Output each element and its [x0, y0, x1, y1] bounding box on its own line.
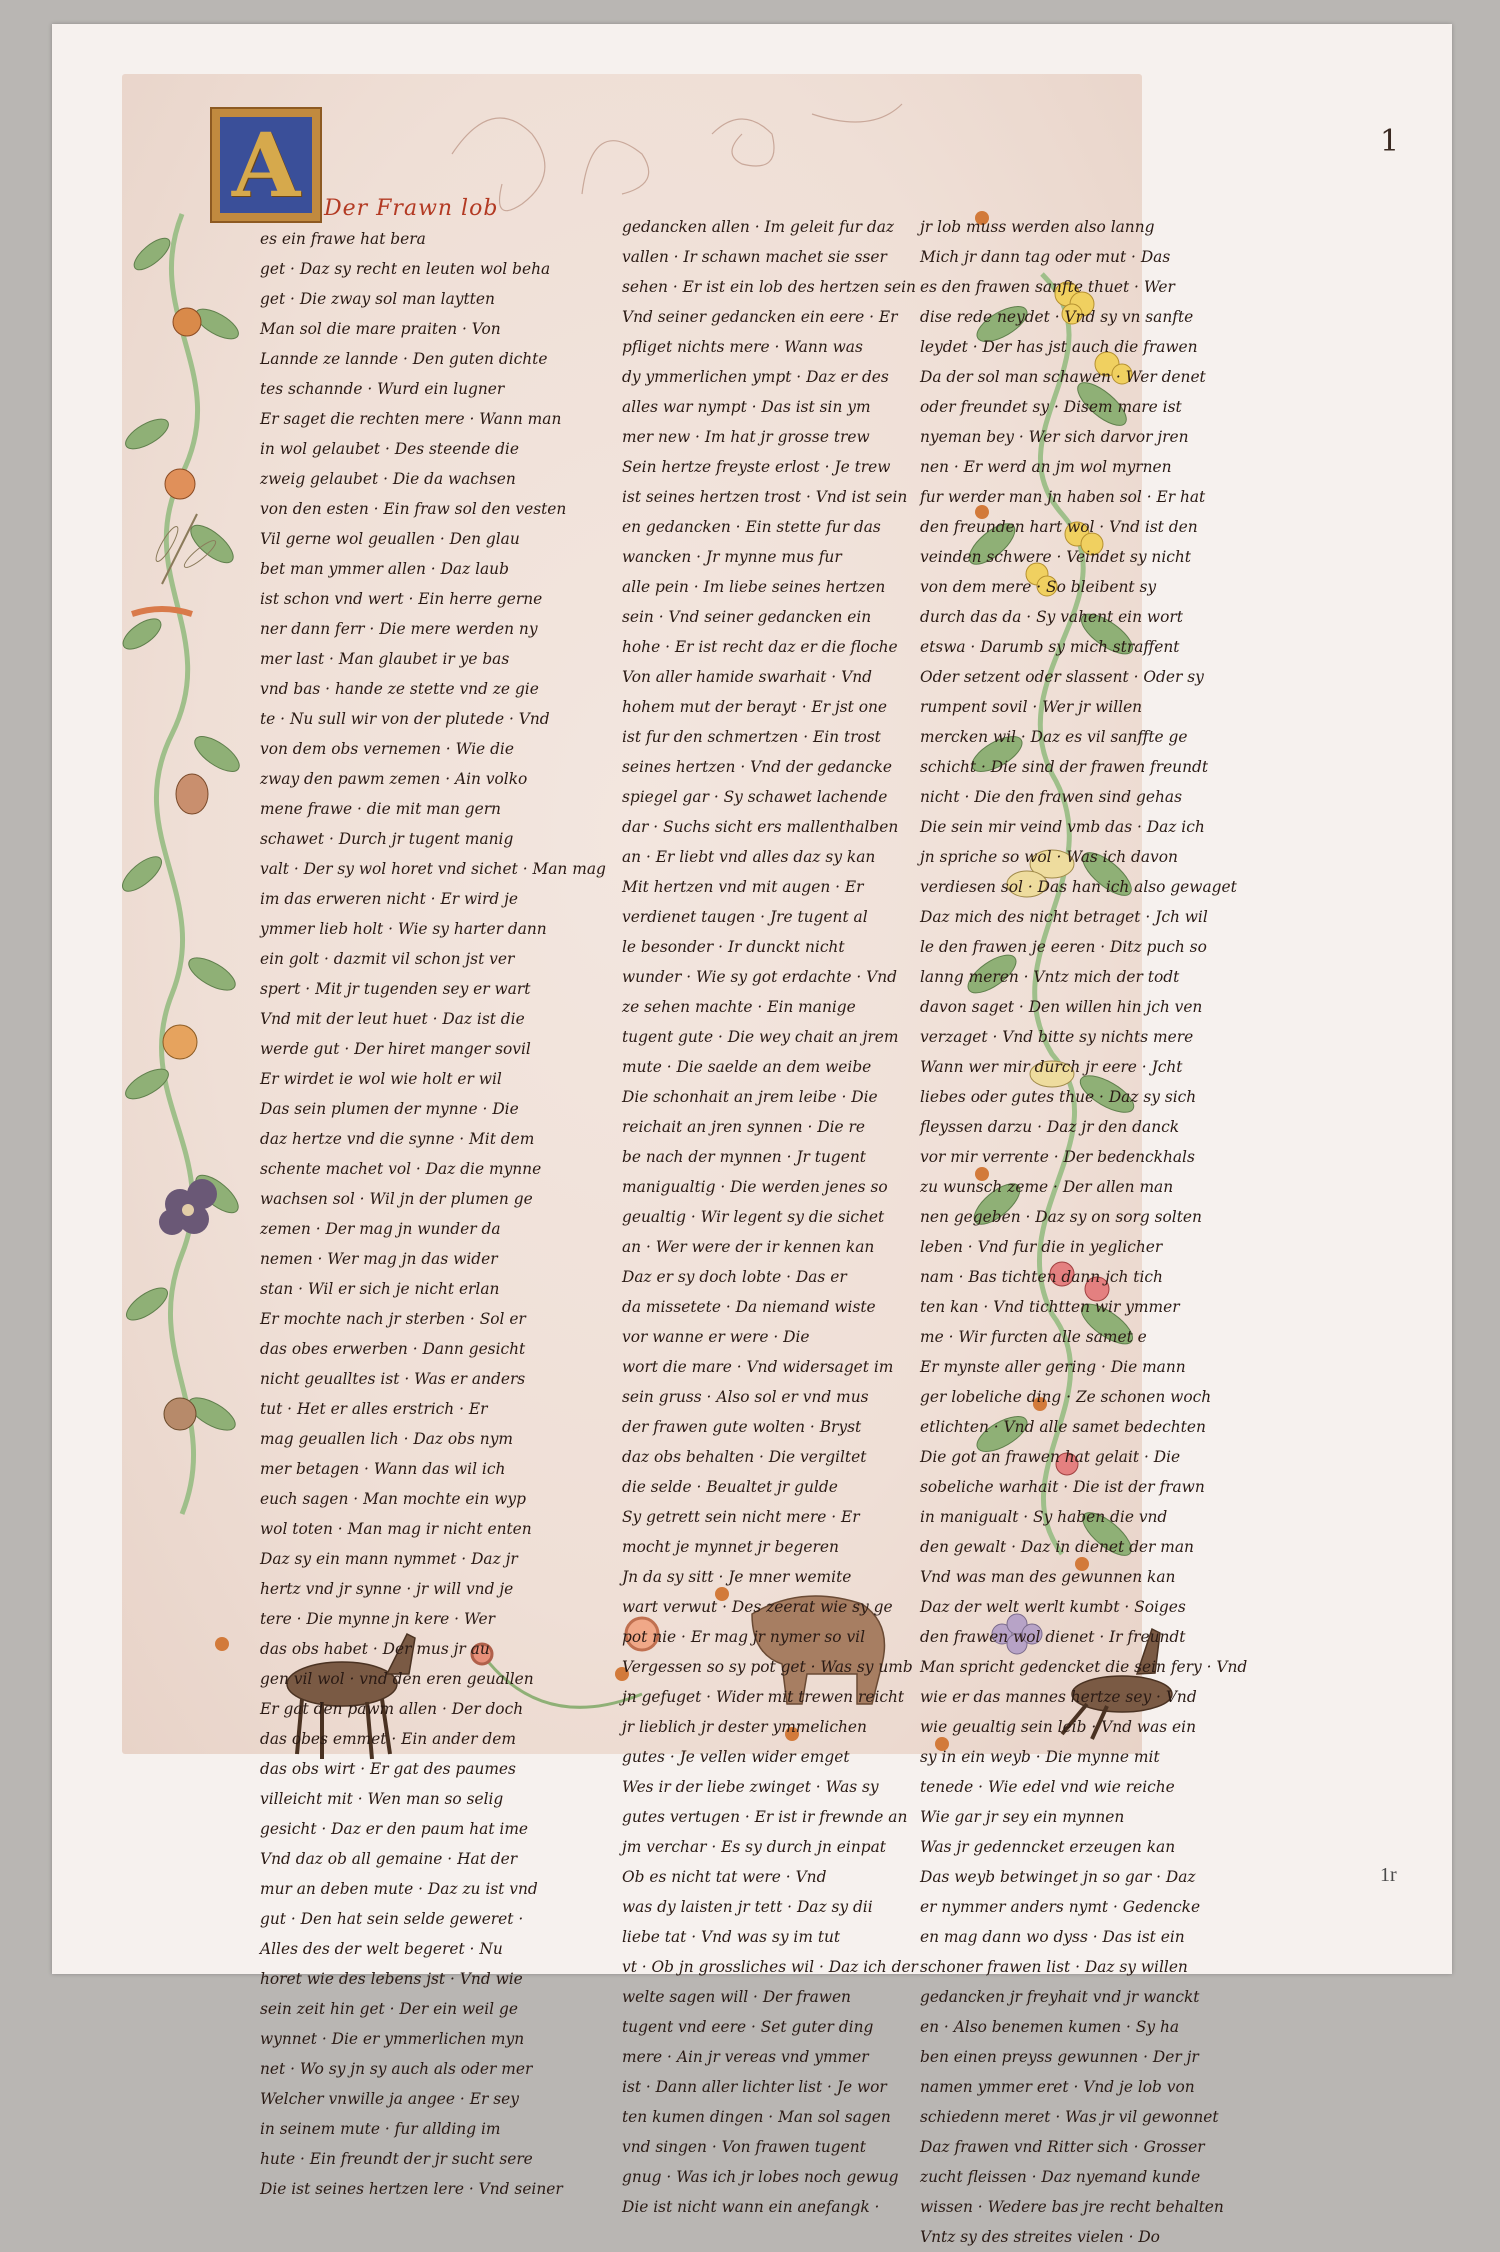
text-line: jn spriche so wol · Was ich davon: [920, 848, 1178, 866]
text-line: nicht geualltes ist · Was er anders: [260, 1370, 526, 1388]
text-line: mercken wil · Daz es vil sanffte ge: [920, 728, 1188, 746]
text-line: sehen · Er ist ein lob des hertzen sein: [622, 278, 916, 296]
text-line: Daz mich des nicht betraget · Jch wil: [920, 908, 1208, 926]
text-line: sein · Vnd seiner gedancken ein: [622, 608, 872, 626]
text-line: Er mochte nach jr sterben · Sol er: [260, 1310, 526, 1328]
text-line: vnd singen · Von frawen tugent: [622, 2138, 866, 2156]
text-line: tut · Het er alles erstrich · Er: [260, 1400, 488, 1418]
text-line: den gewalt · Daz in dienet der man: [920, 1538, 1194, 1556]
text-line: vt · Ob jn grossliches wil · Daz ich der: [622, 1958, 918, 1976]
text-line: Oder setzent oder slassent · Oder sy: [920, 668, 1204, 686]
text-column-2: [622, 212, 918, 2222]
left-fruit-2: [165, 469, 195, 499]
text-line: was dy laisten jr tett · Daz sy dii: [622, 1898, 873, 1916]
text-line: daz obs behalten · Die vergiltet: [622, 1448, 867, 1466]
text-line: jr lieblich jr dester ymmelichen: [622, 1718, 867, 1736]
text-line: dy ymmerlichen ympt · Daz er des: [622, 368, 889, 386]
left-orange-sprig: [132, 609, 192, 614]
text-line: wie er das mannes hertze sey · Vnd: [920, 1688, 1197, 1706]
text-line: Daz er sy doch lobte · Das er: [622, 1268, 847, 1286]
text-line: alles war nympt · Das ist sin ym: [622, 398, 871, 416]
text-line: tere · Die mynne jn kere · Wer: [260, 1610, 495, 1628]
text-line: ein golt · dazmit vil schon jst ver: [260, 950, 515, 968]
text-line: verdiesen sol · Das han ich also gewaget: [920, 878, 1237, 896]
text-line: von den esten · Ein fraw sol den vesten: [260, 500, 567, 518]
text-line: mer last · Man glaubet ir ye bas: [260, 650, 510, 668]
leaf-number: 1: [1380, 124, 1400, 159]
text-line: hertz vnd jr synne · jr will vnd je: [260, 1580, 514, 1598]
text-line: wissen · Wedere bas jre recht behalten: [920, 2198, 1224, 2216]
initial-blue-field: [220, 113, 312, 217]
text-line: dar · Suchs sicht ers mallenthalben: [622, 818, 899, 836]
text-line: Vnd daz ob all gemaine · Hat der: [260, 1850, 518, 1868]
text-line: wol toten · Man mag ir nicht enten: [260, 1520, 532, 1538]
text-line: alle pein · Im liebe seines hertzen: [622, 578, 886, 596]
text-line: Vnd mit der leut huet · Daz ist die: [260, 1010, 525, 1028]
text-line: nen · Er werd an jm wol myrnen: [920, 458, 1172, 476]
text-line: mer new · Im hat jr grosse trew: [622, 428, 870, 446]
text-line: Die sein mir veind vmb das · Daz ich: [920, 818, 1205, 836]
text-line: le besonder · Ir dunckt nicht: [622, 938, 845, 956]
text-line: gen vil wol · vnd den eren geuallen: [260, 1670, 534, 1688]
text-line: Mich jr dann tag oder mut · Das: [920, 248, 1171, 266]
text-line: Da der sol man schawen · Wer denet: [920, 368, 1206, 386]
text-line: gesicht · Daz er den paum hat ime: [260, 1820, 529, 1838]
text-line: ten kan · Vnd tichtten wir ymmer: [920, 1298, 1180, 1316]
text-line: Man sol die mare praiten · Von: [260, 320, 501, 338]
text-line: gutes · Je vellen wider emget: [622, 1748, 850, 1766]
text-line: dise rede neydet · Vnd sy vn sanfte: [920, 308, 1194, 326]
text-line: Wes ir der liebe zwinget · Was sy: [622, 1778, 879, 1796]
text-line: horet wie des lebens jst · Vnd wie: [260, 1970, 523, 1988]
text-line: Er gat den pawm allen · Der doch: [260, 1700, 524, 1718]
text-line: Was jr gedenncket erzeugen kan: [920, 1838, 1176, 1856]
left-violet-flower: [159, 1179, 217, 1235]
left-nut: [176, 774, 208, 814]
text-line: etlichten · Vnd alle samet bedechten: [920, 1418, 1206, 1436]
text-line: ten kumen dingen · Man sol sagen: [622, 2108, 891, 2126]
text-line: wort die mare · Vnd widersaget im: [622, 1358, 894, 1376]
text-line: Wie gar jr sey ein mynnen: [920, 1808, 1125, 1826]
text-line: mere · Ain jr vereas vnd ymmer: [622, 2048, 869, 2066]
text-line: Daz frawen vnd Ritter sich · Grosser: [920, 2138, 1205, 2156]
text-line: seines hertzen · Vnd der gedancke: [622, 758, 893, 776]
text-line: get · Die zway sol man laytten: [260, 290, 495, 308]
text-column-3: [920, 212, 1248, 2252]
text-line: lanng meren · Vntz mich der todt: [920, 968, 1180, 986]
text-line: sy in ein weyb · Die mynne mit: [920, 1748, 1160, 1766]
text-line: verzaget · Vnd bitte sy nichts mere: [920, 1028, 1194, 1046]
text-line: zu wunsch zeme · Der allen man: [920, 1178, 1174, 1196]
text-line: gedancken jr freyhait vnd jr wanckt: [920, 1988, 1200, 2006]
text-line: mene frawe · die mit man gern: [260, 800, 501, 818]
text-line: da missetete · Da niemand wiste: [622, 1298, 876, 1316]
text-line: me · Wir furcten alle samet e: [920, 1328, 1147, 1346]
text-line: ner dann ferr · Die mere werden ny: [260, 620, 538, 638]
text-line: geualtig · Wir legent sy die sichet: [622, 1208, 885, 1226]
text-line: werde gut · Der hiret manger sovil: [260, 1040, 531, 1058]
text-line: in seinem mute · fur allding im: [260, 2120, 501, 2138]
text-line: schoner frawen list · Daz sy willen: [920, 1958, 1188, 1976]
text-line: hohe · Er ist recht daz er die floche: [622, 638, 898, 656]
text-line: ist fur den schmertzen · Ein trost: [622, 728, 881, 746]
text-line: er nymmer anders nymt · Gedencke: [920, 1898, 1201, 1916]
text-line: verdienet taugen · Jre tugent al: [622, 908, 868, 926]
text-line: wunder · Wie sy got erdachte · Vnd: [622, 968, 898, 986]
text-line: nemen · Wer mag jn das wider: [260, 1250, 498, 1268]
text-line: Die ist seines hertzen lere · Vnd seiner: [260, 2180, 563, 2198]
text-line: tugent vnd eere · Set guter ding: [622, 2018, 874, 2036]
text-line: hohem mut der berayt · Er jst one: [622, 698, 888, 716]
text-line: nen gegeben · Daz sy on sorg solten: [920, 1208, 1202, 1226]
text-column-1: [260, 224, 606, 2234]
text-line: wynnet · Die er ymmerlichen myn: [260, 2030, 525, 2048]
text-line: en · Also benemen kumen · Sy ha: [920, 2018, 1180, 2036]
text-line: das obes emmet · Ein ander dem: [260, 1730, 516, 1748]
text-line: stan · Wil er sich je nicht erlan: [260, 1280, 500, 1298]
text-line: der frawen gute wolten · Bryst: [622, 1418, 862, 1436]
text-line: an · Wer were der ir kennen kan: [622, 1238, 875, 1256]
text-line: an · Er liebt vnd alles daz sy kan: [622, 848, 876, 866]
text-line: leydet · Der has jst auch die frawen: [920, 338, 1198, 356]
text-line: welte sagen will · Der frawen: [622, 1988, 851, 2006]
text-line: sein gruss · Also sol er vnd mus: [622, 1388, 869, 1406]
text-line: spert · Mit jr tugenden sey er wart: [260, 980, 531, 998]
text-line: Vergessen so sy pot get · Was sy umb: [622, 1658, 913, 1676]
text-line: hute · Ein freundt der jr sucht sere: [260, 2150, 533, 2168]
text-line: den freunden hart wol · Vnd ist den: [920, 518, 1198, 536]
text-line: Sein hertze freyste erlost · Je trew: [622, 458, 891, 476]
text-line: es den frawen sanfte thuet · Wer: [920, 278, 1175, 296]
manuscript-folio: [122, 74, 1248, 2246]
text-line: ze sehen machte · Ein manige: [622, 998, 856, 1016]
text-line: bet man ymmer allen · Daz laub: [260, 560, 509, 578]
text-line: mur an deben mute · Daz zu ist vnd: [260, 1880, 538, 1898]
text-line: es ein frawe hat bera: [260, 230, 426, 248]
text-line: Das weyb betwinget jn so gar · Daz: [920, 1868, 1196, 1886]
left-vine-stem: [156, 214, 197, 1514]
text-line: tes schannde · Wurd ein lugner: [260, 380, 505, 398]
text-line: vnd bas · hande ze stette vnd ze gie: [260, 680, 539, 698]
text-line: jm verchar · Es sy durch jn einpat: [622, 1838, 886, 1856]
text-line: schawet · Durch jr tugent manig: [260, 830, 514, 848]
text-line: wart verwut · Des zeerat wie sy ge: [622, 1598, 893, 1616]
text-line: liebe tat · Vnd was sy im tut: [622, 1928, 841, 1946]
rubric-heading: Der Frawn lob: [324, 196, 499, 221]
text-line: Das sein plumen der mynne · Die: [260, 1100, 519, 1118]
illuminated-initial: [210, 107, 322, 223]
text-line: gnug · Was ich jr lobes noch gewug: [622, 2168, 899, 2186]
facsimile-sheet: [52, 24, 1452, 2246]
text-line: Vil gerne wol geuallen · Den glau: [260, 530, 520, 548]
text-line: rumpent sovil · Wer jr willen: [920, 698, 1143, 716]
text-line: euch sagen · Man mochte ein wyp: [260, 1490, 526, 1508]
text-line: oder freundet sy · Disem mare ist: [920, 398, 1182, 416]
text-line: Daz der welt werlt kumbt · Soiges: [920, 1598, 1186, 1616]
text-line: Jn da sy sitt · Je mner wemite: [622, 1568, 852, 1586]
text-line: nam · Bas tichten dann jch tich: [920, 1268, 1163, 1286]
text-line: im das erweren nicht · Er wird je: [260, 890, 519, 908]
text-line: davon saget · Den willen hin jch ven: [920, 998, 1203, 1016]
text-line: mute · Die saelde an dem weibe: [622, 1058, 872, 1076]
text-line: en mag dann wo dyss · Das ist ein: [920, 1928, 1185, 1946]
text-line: spiegel gar · Sy schawet lachende: [622, 788, 888, 806]
text-line: Von aller hamide swarhait · Vnd: [622, 668, 872, 686]
text-line: en gedancken · Ein stette fur das: [622, 518, 881, 536]
left-fruit-1: [173, 308, 201, 336]
left-fruit-4: [164, 1398, 196, 1430]
text-line: fur werder man jn haben sol · Er hat: [920, 488, 1206, 506]
text-line: [260, 2204, 495, 2234]
text-line: von dem obs vernemen · Wie die: [260, 740, 514, 758]
page-label: 1r: [1380, 1864, 1397, 1886]
text-line: zemen · Der mag jn wunder da: [260, 1220, 501, 1238]
text-line: den frawen wol dienet · Ir freundt: [920, 1628, 1186, 1646]
text-line: Die got an frawen hat gelait · Die: [920, 1448, 1181, 1466]
text-line: zweig gelaubet · Die da wachsen: [260, 470, 516, 488]
text-line: Vntz sy des streites vielen · Do: [920, 2228, 1160, 2246]
text-line: Mit hertzen vnd mit augen · Er: [622, 878, 864, 896]
text-line: Daz sy ein mann nymmet · Daz jr: [260, 1550, 518, 1568]
text-line: Er mynste aller gering · Die mann: [920, 1358, 1186, 1376]
text-line: das obs wirt · Er gat des paumes: [260, 1760, 516, 1778]
text-line: ben einen preyss gewunnen · Der jr: [920, 2048, 1199, 2066]
text-line: das obes erwerben · Dann gesicht: [260, 1340, 526, 1358]
text-line: das obs habet · Der mus jr au: [260, 1640, 490, 1658]
text-line: wie geualtig sein leib · Vnd was ein: [920, 1718, 1196, 1736]
text-line: etswa · Darumb sy mich straffent: [920, 638, 1180, 656]
left-fruit-3: [163, 1025, 197, 1059]
text-line: wancken · Jr mynne mus fur: [622, 548, 842, 566]
text-line: wachsen sol · Wil jn der plumen ge: [260, 1190, 533, 1208]
text-line: sobeliche warhait · Die ist der frawn: [920, 1478, 1205, 1496]
text-line: get · Daz sy recht en leuten wol beha: [260, 260, 551, 278]
text-line: vallen · Ir schawn machet sie sser: [622, 248, 887, 266]
text-line: veinden schwere · Veindet sy nicht: [920, 548, 1191, 566]
text-line: Die schonhait an jrem leibe · Die: [622, 1088, 878, 1106]
text-line: Vnd was man des gewunnen kan: [920, 1568, 1176, 1586]
text-line: vor wanne er were · Die: [622, 1328, 810, 1346]
text-line: leben · Vnd fur die in yeglicher: [920, 1238, 1163, 1256]
text-line: net · Wo sy jn sy auch als oder mer: [260, 2060, 533, 2078]
text-line: gedancken allen · Im geleit fur daz: [622, 218, 895, 236]
text-line: Alles des der welt begeret · Nu: [260, 1940, 503, 1958]
text-line: von dem mere · So bleibent sy: [920, 578, 1157, 596]
text-line: reichait an jren synnen · Die re: [622, 1118, 865, 1136]
text-line: Man spricht gedencket die sein fery · Vnd: [920, 1658, 1248, 1676]
text-line: in manigualt · Sy haben die vnd: [920, 1508, 1168, 1526]
text-line: nicht · Die den frawen sind gehas: [920, 788, 1182, 806]
text-line: Er wirdet ie wol wie holt er wil: [260, 1070, 502, 1088]
text-line: ymmer lieb holt · Wie sy harter dann: [260, 920, 547, 938]
text-line: pfliget nichts mere · Wann was: [622, 338, 863, 356]
text-line: namen ymmer eret · Vnd je lob von: [920, 2078, 1195, 2096]
text-line: sein zeit hin get · Der ein weil ge: [260, 2000, 518, 2018]
text-line: Die ist nicht wann ein anefangk ·: [622, 2198, 880, 2216]
text-line: mag geuallen lich · Daz obs nym: [260, 1430, 513, 1448]
text-line: valt · Der sy wol horet vnd sichet · Man mag: [260, 860, 606, 878]
text-line: pot nie · Er mag jr nymer so vil: [622, 1628, 865, 1646]
text-line: mocht je mynnet jr begeren: [622, 1538, 839, 1556]
initial-letter: A: [231, 113, 301, 217]
text-line: fleyssen darzu · Daz jr den danck: [920, 1118, 1180, 1136]
text-line: ist · Dann aller lichter list · Je wor: [622, 2078, 887, 2096]
text-line: Lannde ze lannde · Den guten dichte: [260, 350, 548, 368]
text-line: gut · Den hat sein selde geweret ·: [260, 1910, 524, 1928]
text-line: Ob es nicht tat were · Vnd: [622, 1868, 827, 1886]
text-line: zucht fleissen · Daz nyemand kunde: [920, 2168, 1201, 2186]
text-line: le den frawen je eeren · Ditz puch so: [920, 938, 1207, 956]
text-line: manigualtig · Die werden jenes so: [622, 1178, 888, 1196]
text-line: tugent gute · Die wey chait an jrem: [622, 1028, 899, 1046]
text-line: Wann wer mir durch jr eere · Jcht: [920, 1058, 1183, 1076]
text-line: Vnd seiner gedancken ein eere · Er: [622, 308, 898, 326]
text-line: jr lob muss werden also lanng: [920, 218, 1155, 236]
text-line: te · Nu sull wir von der plutede · Vnd: [260, 710, 550, 728]
text-line: in wol gelaubet · Des steende die: [260, 440, 519, 458]
text-line: mer betagen · Wann das wil ich: [260, 1460, 506, 1478]
text-line: Welcher vnwille ja angee · Er sey: [260, 2090, 519, 2108]
text-line: ist schon vnd wert · Ein herre gerne: [260, 590, 543, 608]
text-line: Sy getrett sein nicht mere · Er: [622, 1508, 860, 1526]
text-line: liebes oder gutes thue · Daz sy sich: [920, 1088, 1197, 1106]
text-line: jn gefuget · Wider mit trewen reicht: [622, 1688, 905, 1706]
text-line: vor mir verrente · Der bedenckhals: [920, 1148, 1195, 1166]
text-line: ist seines hertzen trost · Vnd ist sein: [622, 488, 908, 506]
text-line: be nach der mynnen · Jr tugent: [622, 1148, 866, 1166]
text-line: tenede · Wie edel vnd wie reiche: [920, 1778, 1175, 1796]
text-line: nyeman bey · Wer sich darvor jren: [920, 428, 1189, 446]
text-line: schicht · Die sind der frawen freundt: [920, 758, 1209, 776]
text-line: zway den pawm zemen · Ain volko: [260, 770, 528, 788]
text-line: schiedenn meret · Was jr vil gewonnet: [920, 2108, 1219, 2126]
text-line: Er saget die rechten mere · Wann man: [260, 410, 562, 428]
text-line: gutes vertugen · Er ist ir frewnde an: [622, 1808, 908, 1826]
text-line: villeicht mit · Wen man so selig: [260, 1790, 504, 1808]
text-line: ger lobeliche ding · Ze schonen woch: [920, 1388, 1212, 1406]
text-line: daz hertze vnd die synne · Mit dem: [260, 1130, 535, 1148]
text-line: durch das da · Sy vahent ein wort: [920, 608, 1183, 626]
text-line: schente machet vol · Daz die mynne: [260, 1160, 542, 1178]
text-line: die selde · Beualtet jr gulde: [622, 1478, 838, 1496]
